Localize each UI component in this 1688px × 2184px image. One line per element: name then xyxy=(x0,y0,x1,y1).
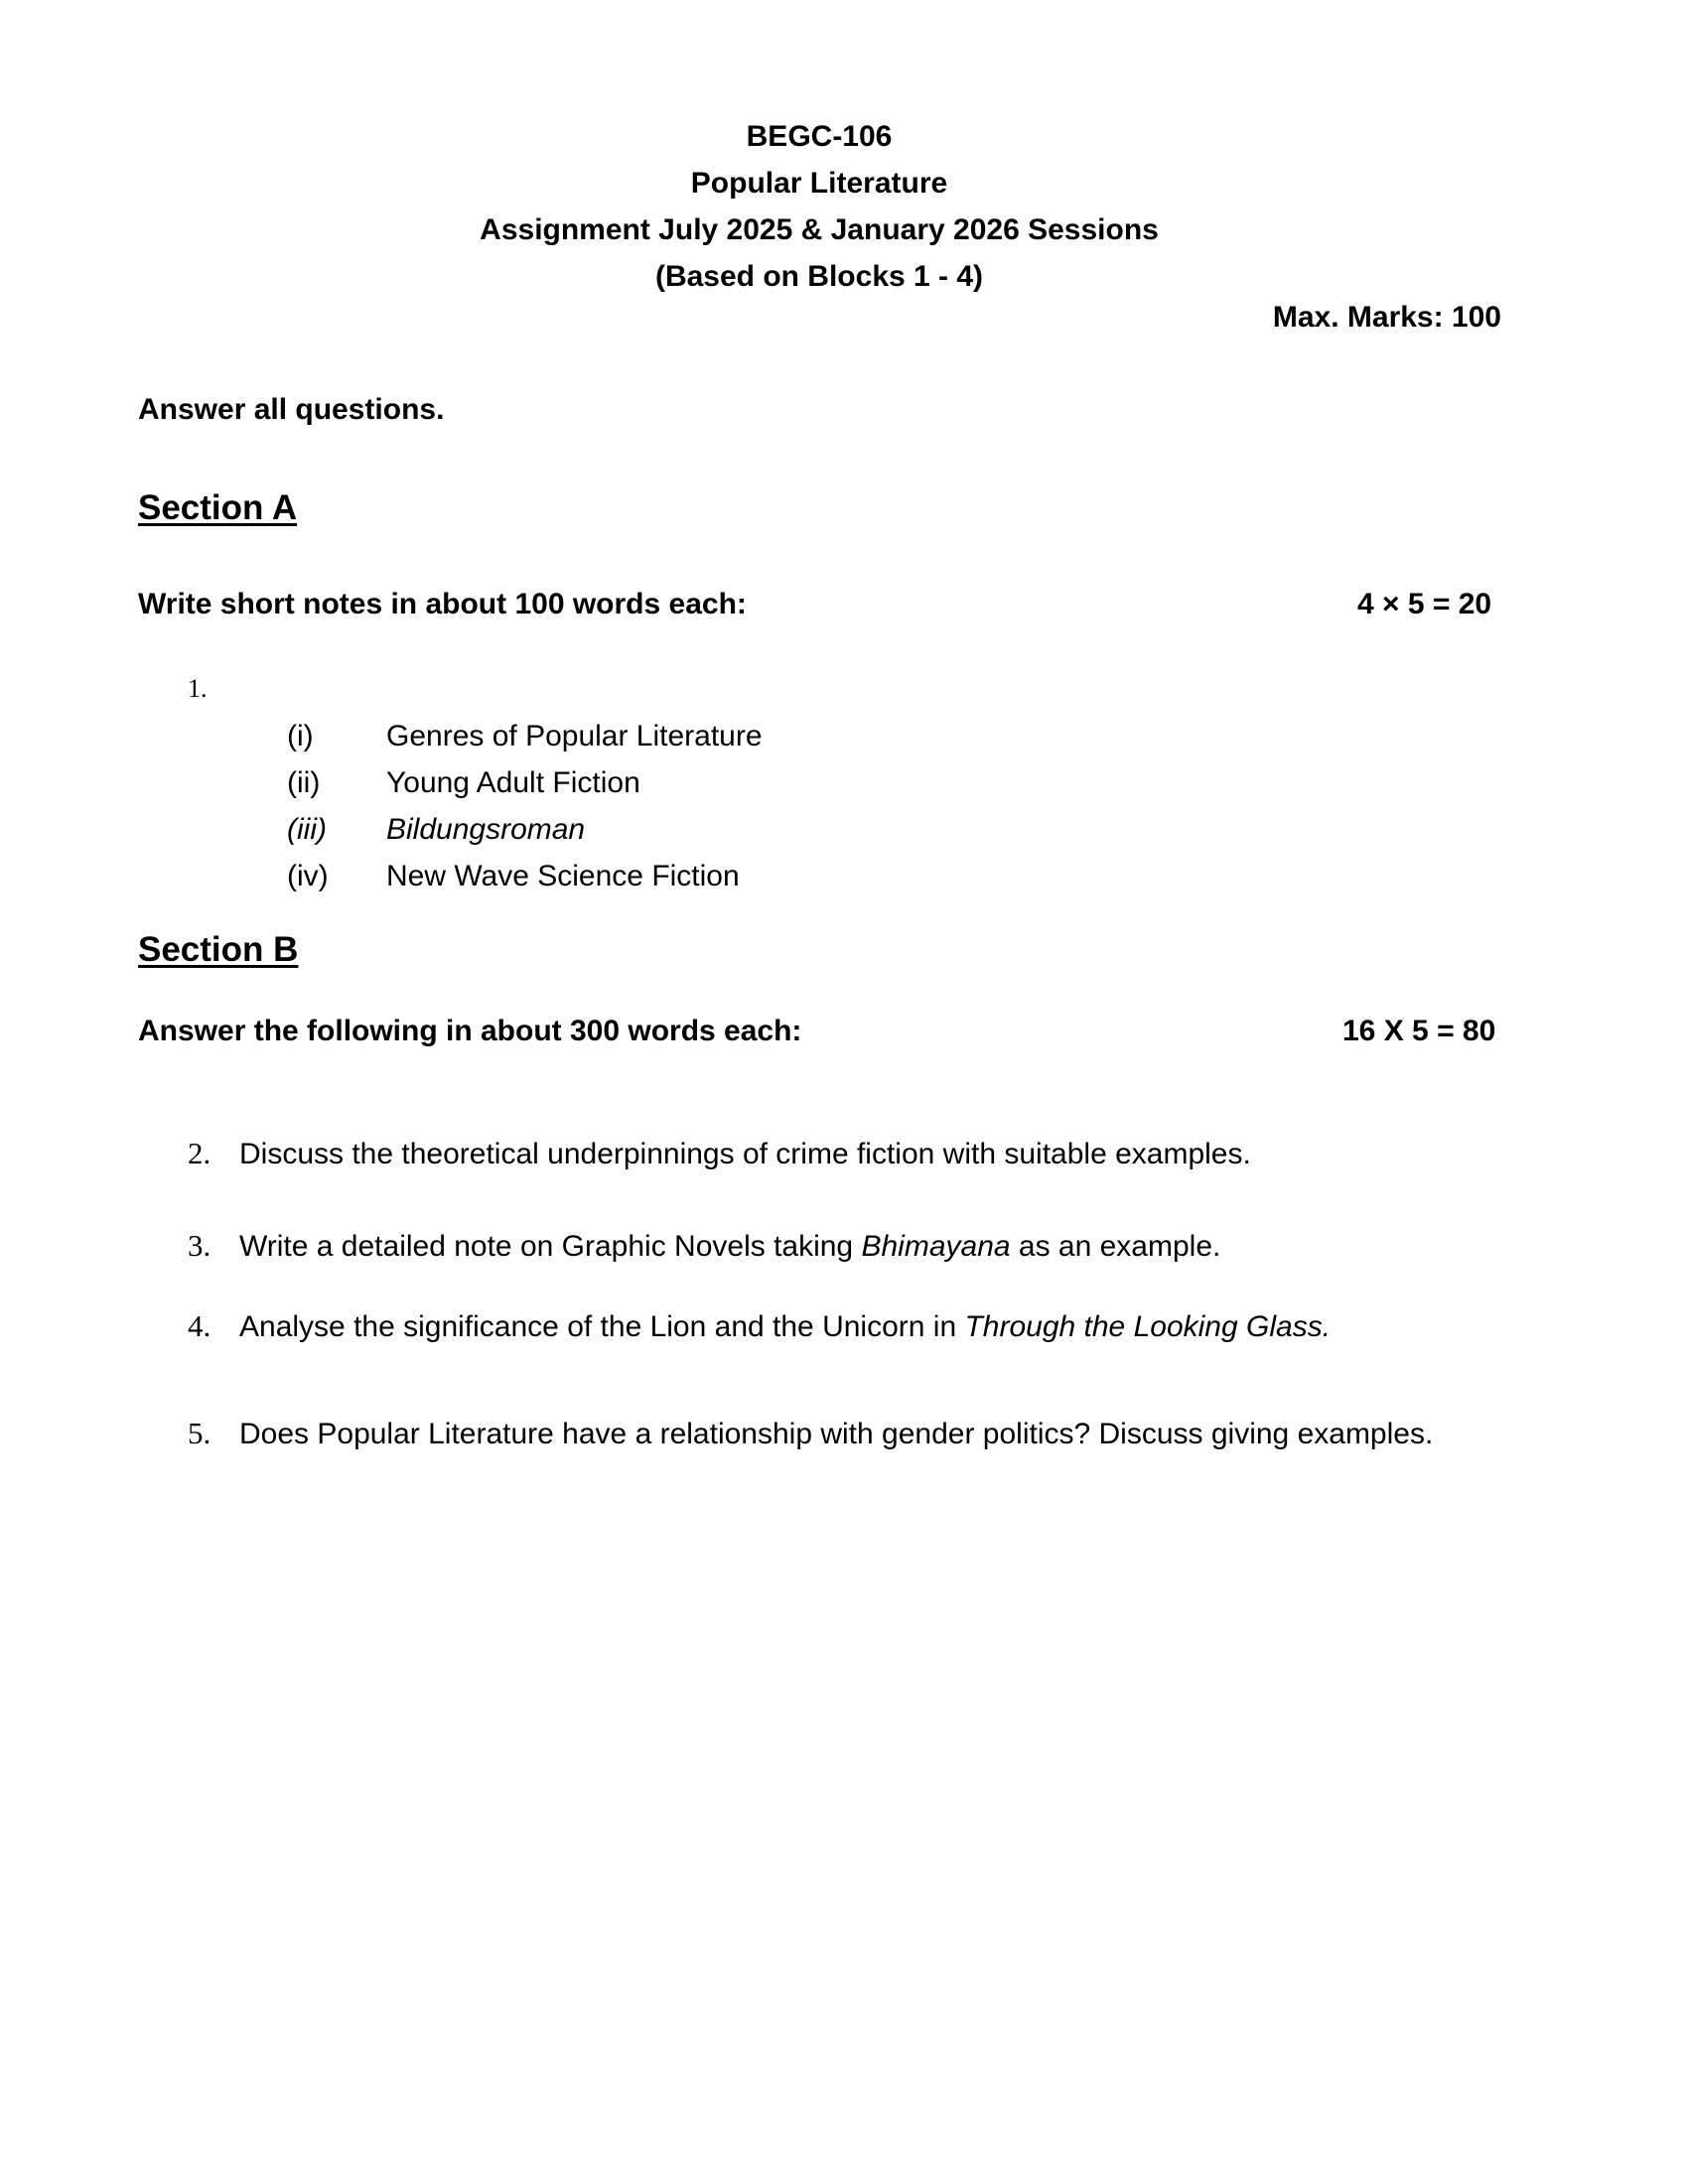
document-header xyxy=(0,113,1638,300)
question-text: Analyse the significance of the Lion and the Unicorn in xyxy=(239,1310,965,1343)
question-text: Does Popular Literature have a relationship with gender politics? Discuss giving examples. xyxy=(239,1418,1434,1450)
subitem-2 xyxy=(287,759,763,806)
subitem-numeral: (iv) xyxy=(287,860,329,892)
blocks-note: (Based on Blocks 1 - 4) xyxy=(654,260,984,293)
section-a-directive: Write short notes in about 100 words each: xyxy=(138,588,747,620)
subitem-text: Genres of Popular Literature xyxy=(386,720,763,752)
section-b-title: Section B xyxy=(138,930,299,969)
question-text: Write a detailed note on Graphic Novels taking xyxy=(239,1230,862,1263)
question-5 xyxy=(188,1416,1433,1451)
question-text-end: as an example. xyxy=(1010,1230,1221,1263)
question-1-number: 1. xyxy=(188,674,208,703)
question-number: 2. xyxy=(188,1136,211,1170)
question-italic-title: Through the Looking Glass. xyxy=(964,1310,1332,1343)
subitem-text: New Wave Science Fiction xyxy=(386,860,740,892)
subitem-3 xyxy=(287,806,763,853)
section-b-directive: Answer the following in about 300 words each: xyxy=(138,1015,802,1047)
question-number: 4. xyxy=(188,1308,211,1343)
assignment-title: Assignment July 2025 & January 2026 Sessions xyxy=(480,213,1159,246)
question-number: 5. xyxy=(188,1416,211,1450)
question-2 xyxy=(188,1136,1251,1171)
subitem-numeral: (ii) xyxy=(287,766,321,799)
subitem-text: Bildungsroman xyxy=(386,813,586,846)
subitem-1 xyxy=(287,713,763,759)
subitem-numeral: (i) xyxy=(287,720,314,752)
subitem-text: Young Adult Fiction xyxy=(386,766,640,799)
question-4 xyxy=(188,1308,1331,1344)
section-a-marks: 4 × 5 = 20 xyxy=(1357,588,1492,620)
question-italic-title: Bhimayana xyxy=(861,1230,1011,1263)
question-number: 3. xyxy=(188,1228,211,1263)
section-a-subitems xyxy=(287,713,763,899)
subitem-4 xyxy=(287,853,763,899)
max-marks: Max. Marks: 100 xyxy=(1272,301,1501,334)
course-title: Popular Literature xyxy=(690,167,948,200)
general-instruction: Answer all questions. xyxy=(138,393,445,426)
question-3 xyxy=(188,1228,1220,1264)
subitem-numeral: (iii) xyxy=(287,813,327,846)
course-code: BEGC-106 xyxy=(746,120,893,153)
question-text: Discuss the theoretical underpinnings of crime fiction with suitable examples. xyxy=(239,1138,1251,1170)
section-b-marks: 16 X 5 = 80 xyxy=(1342,1015,1496,1047)
section-a-title: Section A xyxy=(138,488,298,527)
